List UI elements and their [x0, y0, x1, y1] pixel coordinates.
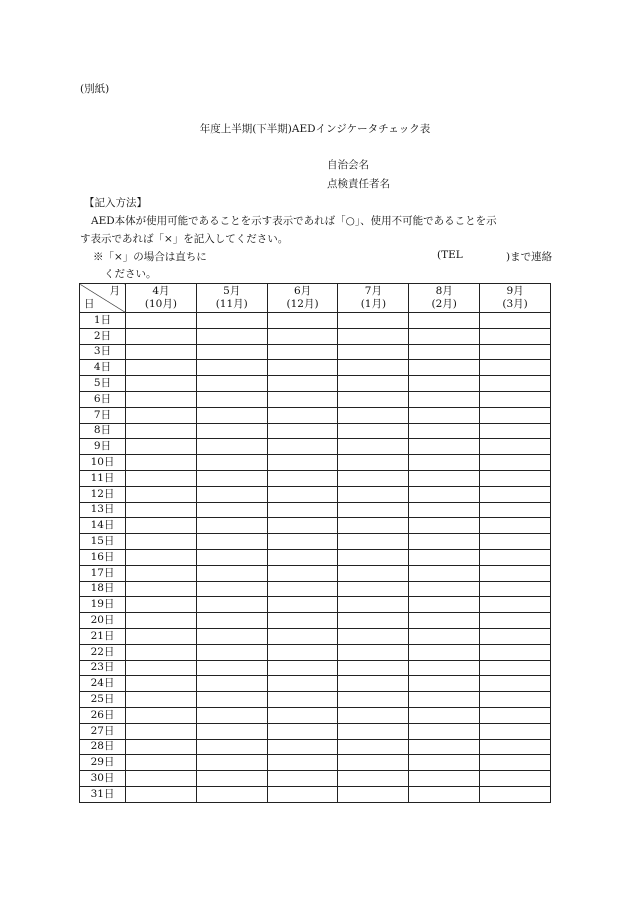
check-cell[interactable] — [409, 439, 480, 455]
table-header-row — [80, 284, 551, 313]
note-start: ※「×」の場合は直ちに — [93, 251, 207, 263]
table-row — [80, 360, 551, 376]
check-cell[interactable] — [267, 502, 338, 518]
check-cell[interactable] — [409, 391, 480, 407]
table-row — [80, 565, 551, 581]
check-cell[interactable] — [267, 644, 338, 660]
table-row — [80, 502, 551, 518]
table-row — [80, 534, 551, 550]
check-cell[interactable] — [338, 455, 409, 471]
check-cell[interactable] — [196, 660, 267, 676]
check-cell[interactable] — [480, 455, 551, 471]
table-row — [80, 470, 551, 486]
day-label: 23日 — [80, 660, 126, 676]
check-cell[interactable] — [126, 360, 197, 376]
check-cell[interactable] — [196, 423, 267, 439]
check-cell[interactable] — [196, 692, 267, 708]
table-row — [80, 739, 551, 755]
check-table — [79, 283, 551, 803]
check-cell[interactable] — [267, 581, 338, 597]
check-cell[interactable] — [480, 423, 551, 439]
check-cell[interactable] — [480, 391, 551, 407]
check-cell[interactable] — [126, 455, 197, 471]
check-cell[interactable] — [409, 597, 480, 613]
table-row — [80, 455, 551, 471]
check-cell[interactable] — [267, 518, 338, 534]
day-label: 2日 — [80, 328, 126, 344]
check-cell[interactable] — [196, 771, 267, 787]
attachment-label: (別紙) — [80, 83, 110, 95]
check-cell[interactable] — [338, 391, 409, 407]
note-end: )まで連絡 — [506, 251, 553, 263]
inspector-name-label: 点検責任者名 — [327, 178, 390, 190]
check-cell[interactable] — [409, 739, 480, 755]
check-cell[interactable] — [267, 360, 338, 376]
check-cell[interactable] — [409, 644, 480, 660]
check-cell[interactable] — [480, 518, 551, 534]
instructions-line-2: す表示であれば「×」を記入してください。 — [80, 233, 289, 245]
table-row — [80, 755, 551, 771]
day-label: 14日 — [80, 518, 126, 534]
check-cell[interactable] — [196, 786, 267, 802]
day-label: 21日 — [80, 628, 126, 644]
check-cell[interactable] — [338, 660, 409, 676]
month-label: 4月 — [152, 285, 170, 297]
check-cell[interactable] — [409, 613, 480, 629]
check-cell[interactable] — [126, 344, 197, 360]
check-cell[interactable] — [267, 628, 338, 644]
day-label: 22日 — [80, 644, 126, 660]
check-cell[interactable] — [126, 565, 197, 581]
table-row — [80, 771, 551, 787]
day-label: 9日 — [80, 439, 126, 455]
check-cell[interactable] — [126, 644, 197, 660]
check-cell[interactable] — [126, 628, 197, 644]
check-cell[interactable] — [480, 328, 551, 344]
corner-cell — [80, 284, 126, 313]
check-cell[interactable] — [338, 518, 409, 534]
check-cell[interactable] — [196, 313, 267, 329]
check-cell[interactable] — [409, 771, 480, 787]
check-cell[interactable] — [126, 376, 197, 392]
check-cell[interactable] — [267, 455, 338, 471]
day-label: 5日 — [80, 376, 126, 392]
month-label: 7月 — [364, 285, 382, 297]
check-cell[interactable] — [409, 344, 480, 360]
check-cell[interactable] — [196, 376, 267, 392]
check-cell[interactable] — [480, 549, 551, 565]
check-cell[interactable] — [126, 328, 197, 344]
check-cell[interactable] — [267, 407, 338, 423]
check-cell[interactable] — [267, 391, 338, 407]
check-cell[interactable] — [338, 439, 409, 455]
table-row — [80, 439, 551, 455]
check-cell[interactable] — [338, 628, 409, 644]
check-cell[interactable] — [267, 423, 338, 439]
check-cell[interactable] — [126, 581, 197, 597]
check-cell[interactable] — [126, 692, 197, 708]
check-cell[interactable] — [196, 518, 267, 534]
check-cell[interactable] — [126, 723, 197, 739]
month-header — [196, 284, 267, 313]
check-cell[interactable] — [267, 676, 338, 692]
check-cell[interactable] — [409, 376, 480, 392]
check-cell[interactable] — [267, 755, 338, 771]
check-cell[interactable] — [338, 707, 409, 723]
check-cell[interactable] — [267, 470, 338, 486]
check-cell[interactable] — [480, 676, 551, 692]
day-label: 6日 — [80, 391, 126, 407]
check-cell[interactable] — [196, 360, 267, 376]
check-cell[interactable] — [267, 692, 338, 708]
table-row — [80, 518, 551, 534]
instructions-heading: 【記入方法】 — [84, 197, 147, 209]
check-cell[interactable] — [480, 470, 551, 486]
check-cell[interactable] — [126, 407, 197, 423]
tel-label: (TEL — [437, 249, 463, 261]
check-cell[interactable] — [338, 502, 409, 518]
check-cell[interactable] — [338, 565, 409, 581]
month-label: 9月 — [506, 285, 524, 297]
check-cell[interactable] — [338, 692, 409, 708]
table-row — [80, 376, 551, 392]
day-label: 16日 — [80, 549, 126, 565]
check-cell[interactable] — [126, 660, 197, 676]
month-label: 5月 — [223, 285, 241, 297]
table-row — [80, 676, 551, 692]
check-cell[interactable] — [196, 755, 267, 771]
alt-month-label: (10月) — [144, 298, 177, 310]
check-cell[interactable] — [126, 534, 197, 550]
table-row — [80, 391, 551, 407]
day-label: 18日 — [80, 581, 126, 597]
check-cell[interactable] — [267, 344, 338, 360]
check-cell[interactable] — [126, 502, 197, 518]
check-cell[interactable] — [196, 707, 267, 723]
check-cell[interactable] — [126, 313, 197, 329]
day-label: 29日 — [80, 755, 126, 771]
check-cell[interactable] — [126, 771, 197, 787]
check-cell[interactable] — [409, 723, 480, 739]
day-label: 19日 — [80, 597, 126, 613]
day-label: 12日 — [80, 486, 126, 502]
day-label: 20日 — [80, 613, 126, 629]
check-cell[interactable] — [196, 597, 267, 613]
check-cell[interactable] — [409, 549, 480, 565]
day-label: 1日 — [80, 313, 126, 329]
check-cell[interactable] — [480, 486, 551, 502]
check-cell[interactable] — [480, 565, 551, 581]
check-cell[interactable] — [196, 328, 267, 344]
check-cell[interactable] — [409, 313, 480, 329]
check-cell[interactable] — [480, 313, 551, 329]
check-cell[interactable] — [338, 786, 409, 802]
check-cell[interactable] — [480, 344, 551, 360]
check-cell[interactable] — [338, 344, 409, 360]
check-cell[interactable] — [409, 502, 480, 518]
check-cell[interactable] — [480, 613, 551, 629]
check-cell[interactable] — [126, 391, 197, 407]
check-cell[interactable] — [338, 644, 409, 660]
check-cell[interactable] — [338, 486, 409, 502]
alt-month-label: (11月) — [215, 298, 248, 310]
check-cell[interactable] — [338, 313, 409, 329]
check-cell[interactable] — [480, 707, 551, 723]
check-cell[interactable] — [267, 597, 338, 613]
check-cell[interactable] — [126, 676, 197, 692]
check-cell[interactable] — [196, 565, 267, 581]
check-cell[interactable] — [409, 455, 480, 471]
check-cell[interactable] — [409, 565, 480, 581]
page-title: 年度上半期(下半期)AEDインジケータチェック表 — [199, 123, 431, 135]
check-cell[interactable] — [338, 423, 409, 439]
check-cell[interactable] — [196, 581, 267, 597]
check-cell[interactable] — [196, 486, 267, 502]
check-cell[interactable] — [480, 771, 551, 787]
day-label: 3日 — [80, 344, 126, 360]
month-header — [409, 284, 480, 313]
day-label: 31日 — [80, 786, 126, 802]
day-label: 8日 — [80, 423, 126, 439]
month-header — [480, 284, 551, 313]
check-cell[interactable] — [409, 628, 480, 644]
check-cell[interactable] — [267, 771, 338, 787]
day-label: 17日 — [80, 565, 126, 581]
month-label: 6月 — [293, 285, 312, 297]
check-cell[interactable] — [267, 313, 338, 329]
check-cell[interactable] — [480, 628, 551, 644]
day-label: 13日 — [80, 502, 126, 518]
check-cell[interactable] — [480, 692, 551, 708]
association-name-label: 自治会名 — [327, 159, 369, 171]
check-cell[interactable] — [267, 739, 338, 755]
check-cell[interactable] — [267, 613, 338, 629]
check-cell[interactable] — [480, 597, 551, 613]
check-cell[interactable] — [338, 549, 409, 565]
check-cell[interactable] — [338, 755, 409, 771]
check-cell[interactable] — [480, 755, 551, 771]
check-cell[interactable] — [409, 581, 480, 597]
table-row — [80, 597, 551, 613]
alt-month-label: (2月) — [431, 298, 457, 310]
check-cell[interactable] — [267, 486, 338, 502]
alt-month-label: (12月) — [286, 298, 319, 310]
day-label: 26日 — [80, 707, 126, 723]
table-row — [80, 344, 551, 360]
note-continuation: ください。 — [104, 268, 157, 280]
check-cell[interactable] — [338, 407, 409, 423]
day-label: 28日 — [80, 739, 126, 755]
check-cell[interactable] — [267, 376, 338, 392]
alt-month-label: (3月) — [502, 298, 528, 310]
check-cell[interactable] — [126, 439, 197, 455]
month-header — [338, 284, 409, 313]
table-row — [80, 407, 551, 423]
check-cell[interactable] — [338, 597, 409, 613]
check-cell[interactable] — [267, 328, 338, 344]
table-row — [80, 786, 551, 802]
check-cell[interactable] — [409, 692, 480, 708]
check-cell[interactable] — [196, 470, 267, 486]
check-cell[interactable] — [409, 360, 480, 376]
month-label: 8月 — [435, 285, 453, 297]
table-row — [80, 723, 551, 739]
check-cell[interactable] — [480, 407, 551, 423]
check-cell[interactable] — [126, 755, 197, 771]
table-row — [80, 613, 551, 629]
check-cell[interactable] — [126, 518, 197, 534]
table-row — [80, 486, 551, 502]
check-cell[interactable] — [338, 676, 409, 692]
table-row — [80, 549, 551, 565]
check-cell[interactable] — [409, 755, 480, 771]
check-cell[interactable] — [126, 549, 197, 565]
day-label: 7日 — [80, 407, 126, 423]
day-label: 24日 — [80, 676, 126, 692]
table-row — [80, 328, 551, 344]
check-cell[interactable] — [126, 470, 197, 486]
check-cell[interactable] — [480, 739, 551, 755]
month-header — [126, 284, 197, 313]
check-cell[interactable] — [196, 455, 267, 471]
check-cell[interactable] — [409, 676, 480, 692]
check-cell[interactable] — [126, 786, 197, 802]
table-row — [80, 423, 551, 439]
table-row — [80, 628, 551, 644]
corner-month-label: 月 — [109, 285, 120, 297]
check-cell[interactable] — [196, 644, 267, 660]
check-cell[interactable] — [338, 739, 409, 755]
check-cell[interactable] — [409, 328, 480, 344]
check-cell[interactable] — [196, 549, 267, 565]
check-cell[interactable] — [480, 376, 551, 392]
check-cell[interactable] — [267, 439, 338, 455]
day-label: 27日 — [80, 723, 126, 739]
check-cell[interactable] — [196, 391, 267, 407]
check-cell[interactable] — [409, 518, 480, 534]
check-cell[interactable] — [196, 534, 267, 550]
check-cell[interactable] — [409, 786, 480, 802]
day-label: 10日 — [80, 455, 126, 471]
check-cell[interactable] — [338, 581, 409, 597]
check-cell[interactable] — [409, 486, 480, 502]
check-cell[interactable] — [480, 534, 551, 550]
check-cell[interactable] — [267, 723, 338, 739]
check-cell[interactable] — [196, 628, 267, 644]
check-cell[interactable] — [480, 723, 551, 739]
check-cell[interactable] — [267, 534, 338, 550]
check-cell[interactable] — [480, 644, 551, 660]
check-cell[interactable] — [338, 613, 409, 629]
check-cell[interactable] — [267, 565, 338, 581]
check-cell[interactable] — [196, 502, 267, 518]
check-cell[interactable] — [480, 581, 551, 597]
check-cell[interactable] — [126, 739, 197, 755]
check-cell[interactable] — [267, 707, 338, 723]
check-cell[interactable] — [409, 470, 480, 486]
table-row — [80, 644, 551, 660]
check-cell[interactable] — [338, 376, 409, 392]
day-label: 4日 — [80, 360, 126, 376]
check-cell[interactable] — [338, 723, 409, 739]
check-cell[interactable] — [196, 739, 267, 755]
month-header — [267, 284, 338, 313]
check-cell[interactable] — [126, 613, 197, 629]
corner-day-label: 日 — [84, 298, 95, 310]
check-cell[interactable] — [338, 771, 409, 787]
table-row — [80, 692, 551, 708]
check-cell[interactable] — [480, 360, 551, 376]
day-label: 30日 — [80, 771, 126, 787]
check-cell[interactable] — [267, 786, 338, 802]
check-cell[interactable] — [480, 439, 551, 455]
check-cell[interactable] — [196, 407, 267, 423]
check-cell[interactable] — [480, 660, 551, 676]
check-cell[interactable] — [409, 707, 480, 723]
check-cell[interactable] — [480, 502, 551, 518]
alt-month-label: (1月) — [360, 298, 387, 310]
check-cell[interactable] — [196, 344, 267, 360]
check-cell[interactable] — [338, 360, 409, 376]
instructions-line-1: AED本体が使用可能であることを示す表示であれば「○」、使用不可能であることを示 — [91, 215, 497, 227]
check-cell[interactable] — [196, 676, 267, 692]
check-cell[interactable] — [126, 597, 197, 613]
check-cell[interactable] — [338, 470, 409, 486]
check-cell[interactable] — [126, 707, 197, 723]
day-label: 25日 — [80, 692, 126, 708]
day-label: 11日 — [80, 470, 126, 486]
check-cell[interactable] — [409, 423, 480, 439]
table-row — [80, 581, 551, 597]
check-cell[interactable] — [126, 423, 197, 439]
day-label: 15日 — [80, 534, 126, 550]
check-cell[interactable] — [196, 439, 267, 455]
check-cell[interactable] — [409, 660, 480, 676]
table-row — [80, 660, 551, 676]
check-cell[interactable] — [409, 407, 480, 423]
check-cell[interactable] — [480, 786, 551, 802]
table-row — [80, 313, 551, 329]
table-row — [80, 707, 551, 723]
check-cell[interactable] — [338, 328, 409, 344]
check-cell[interactable] — [338, 534, 409, 550]
check-cell[interactable] — [267, 660, 338, 676]
check-cell[interactable] — [196, 613, 267, 629]
check-cell[interactable] — [196, 723, 267, 739]
check-cell[interactable] — [267, 549, 338, 565]
check-cell[interactable] — [126, 486, 197, 502]
check-cell[interactable] — [409, 534, 480, 550]
